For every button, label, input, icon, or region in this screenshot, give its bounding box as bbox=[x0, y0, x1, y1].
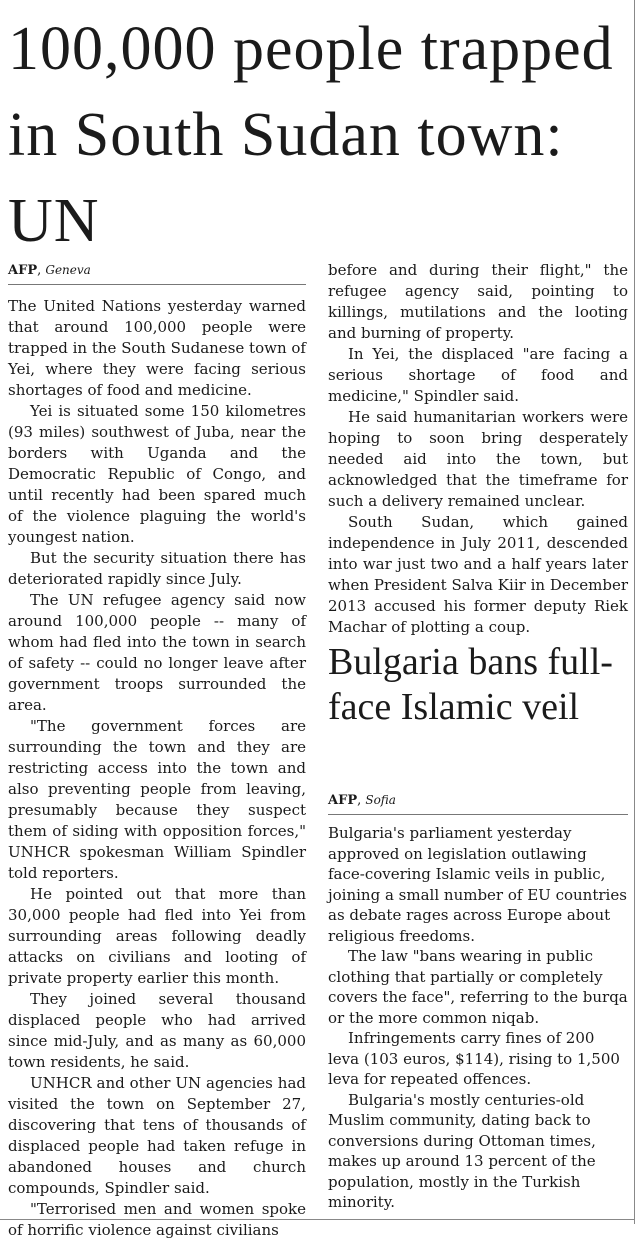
story1-city: Geneva bbox=[45, 263, 91, 277]
story2-byline: AFP, Sofia bbox=[328, 793, 396, 808]
story1-paragraph: South Sudan, which gained independence in July 2011, descended into war just two and a half years later when President Salva Kiir in December 2013 accused his former deputy Riek Machar of plotting a coup. bbox=[328, 513, 628, 636]
story1-paragraph: before and during their flight," the refugee agency said, pointing to killings, mutilations and the looting and burning of property. bbox=[328, 261, 628, 342]
story1-paragraph: Yei is situated some 150 kilometres (93 miles) southwest of Juba, near the borders with Uganda and the Democratic Republic of Congo, and until recently had been spared much of the violence plaguing the world's youngest nation. bbox=[8, 402, 306, 546]
story1-column-1 bbox=[8, 296, 306, 1241]
story2-paragraph: Bulgaria's mostly centuries-old Muslim community, dating back to conversions during Ottoman times, makes up around 13 percent of the population, mostly in the Turkish minority. bbox=[328, 1090, 596, 1211]
story1-paragraph: The UN refugee agency said now around 100,000 people -- many of whom had fled into the town in search of safety -- could no longer leave after government troops surrounded the area. bbox=[8, 591, 306, 714]
story1-paragraph: He said humanitarian workers were hoping to soon bring desperately needed aid into the town, but acknowledged that the timeframe for such a delivery remained unclear. bbox=[328, 408, 628, 510]
story1-headline: 100,000 people trapped in South Sudan town: UN bbox=[8, 15, 614, 255]
story1-byline-divider bbox=[8, 284, 306, 285]
story1-byline: AFP, Geneva bbox=[8, 263, 91, 278]
story1-paragraph: "Terrorised men and women spoke of horrific violence against civilians bbox=[8, 1200, 306, 1239]
story1-paragraph: They joined several thousand displaced people who had arrived since mid-July, and as many as 60,000 town residents, he said. bbox=[8, 990, 306, 1071]
story2-headline: Bulgaria bans full-face Islamic veil bbox=[328, 641, 613, 728]
page-border-bottom bbox=[0, 1219, 635, 1220]
story1-column-2 bbox=[328, 260, 628, 638]
story1-agency: AFP bbox=[8, 263, 38, 278]
story1-paragraph: UNHCR and other UN agencies had visited the town on September 27, discovering that tens of thousands of displaced people had taken refuge in abandoned houses and church compounds, Spindler said. bbox=[8, 1074, 306, 1197]
story1-paragraph: But the security situation there has deteriorated rapidly since July. bbox=[8, 549, 306, 588]
story1-paragraph: In Yei, the displaced "are facing a serious shortage of food and medicine," Spindler said. bbox=[328, 345, 628, 405]
story2-byline-divider bbox=[328, 814, 628, 815]
story1-paragraph: "The government forces are surrounding the town and they are restricting access into the town and also preventing people from leaving, presumably because they suspect them of siding with opposition forces," UNHCR spokesman William Spindler told reporters. bbox=[8, 717, 306, 882]
story2-paragraph: Infringements carry fines of 200 leva (103 euros, $114), rising to 1,500 leva for repeated offences. bbox=[328, 1029, 620, 1088]
story1-paragraph: The United Nations yesterday warned that around 100,000 people were trapped in the South Sudanese town of Yei, where they were facing serious shortages of food and medicine. bbox=[8, 297, 306, 399]
story2-paragraph: The law "bans wearing in public clothing that partially or completely covers the face", referring to the burqa or the more common niqab. bbox=[328, 947, 628, 1027]
story2-agency: AFP bbox=[328, 793, 358, 808]
story2-city: Sofia bbox=[365, 793, 396, 807]
story2-column bbox=[328, 823, 628, 1213]
page-border-right bbox=[634, 0, 635, 1224]
story1-paragraph: He pointed out that more than 30,000 people had fled into Yei from surrounding areas following deadly attacks on civilians and looting of private property earlier this month. bbox=[8, 885, 306, 987]
story2-paragraph: Bulgaria's parliament yesterday approved on legislation outlawing face-covering Islamic veils in public, joining a small number of EU countries as debate rages across Europe about religious freedoms. bbox=[328, 824, 627, 945]
